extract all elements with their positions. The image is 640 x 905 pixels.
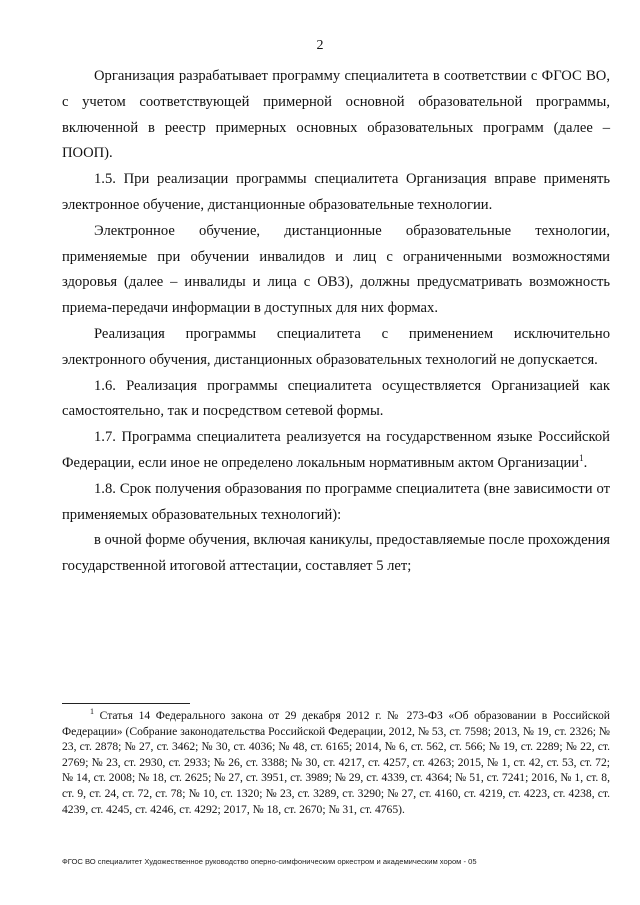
footnote-divider (62, 703, 190, 704)
paragraph-full-time-term: в очной форме обучения, включая каникулы, предоставляемые после прохождения государственной итоговой аттестации, составляет 5 лет; (62, 532, 610, 575)
paragraph-e-learning-ovz: Электронное обучение, дистанционные образовательные технологии, применяемые при обучении инвалидов и лиц с ограниченными возможностями здоровья (далее – инвалиды и лица с ОВЗ), должны предусматривать возможность приема-передачи информации в доступных для них формах. (62, 222, 610, 317)
paragraph-exclusive-e-learning: Реализация программы специалитета с применением исключительно электронного обучения, дистанционных образовательных технологий не допускается. (62, 325, 610, 368)
footnote-text: Статья 14 Федерального закона от 29 декабря 2012 г. № 273-ФЗ «Об образовании в Российской Федерации» (Собрание законодательства Российской Федерации, 2012, № 53, ст. 7598; 2013, № 19, ст. 2326; № 23, ст. 2878; № 27, ст. 3462; № 30, ст. 4036; № 48, ст. 6165; 2014, № 6, ст. 562, ст. 566; № 19, ст. 2289; № 22, ст. 2769; № 23, ст. 2930, ст. 2933; № 26, ст. 3388; № 30, ст. 4217, ст. 4257, ст. 4263; 2015, № 1, ст. 42, ст. 53, ст. 72; № 14, ст. 2008; № 18, ст. 2625; № 27, ст. 3951, ст. 3989; № 29, ст. 4339, ст. 4364; № 51, ст. 7241; 2016, № 1, ст. 8, ст. 9, ст. 24, ст. 72, ст. 78; № 10, ст. 1320; № 23, ст. 3289, ст. 3290; № 27, ст. 4160, ст. 4219, ст. 4223, ст. 4238, ст. 4239, ст. 4245, ст. 4246, ст. 4292; 2017, № 18, ст. 2670; № 31, ст. 4765). (62, 709, 610, 816)
paragraph-1-7-text: 1.7. Программа специалитета реализуется на государственном языке Российской Федерации, если иное не определено локальным нормативным актом Организации (62, 429, 610, 471)
page-footer: ФГОС ВО специалитет Художественное руководство оперно-симфоническим оркестром и академическим хором - 05 (62, 857, 477, 866)
footnote-reference[interactable]: 1 (579, 453, 584, 464)
paragraph-1-8: 1.8. Срок получения образования по программе специалитета (вне зависимости от применяемых образовательных технологий): (62, 480, 610, 523)
page-number: 2 (316, 38, 324, 53)
footnote-marker: 1 (90, 707, 94, 717)
paragraph-1-7 (62, 425, 610, 477)
document-body (62, 64, 610, 580)
paragraph-1-7-end: . (583, 454, 588, 471)
paragraph-organization-program: Организация разрабатывает программу специалитета в соответствии с ФГОС ВО, с учетом соответствующей примерной основной образовательной программы, включенной в реестр примерных основных образовательных программ (далее – ПООП). (62, 68, 610, 162)
paragraph-1-6: 1.6. Реализация программы специалитета осуществляется Организацией как самостоятельно, так и посредством сетевой формы. (62, 377, 610, 420)
footnote (62, 708, 610, 817)
paragraph-1-5: 1.5. При реализации программы специалитета Организация вправе применять электронное обучение, дистанционные образовательные технологии. (62, 171, 610, 213)
